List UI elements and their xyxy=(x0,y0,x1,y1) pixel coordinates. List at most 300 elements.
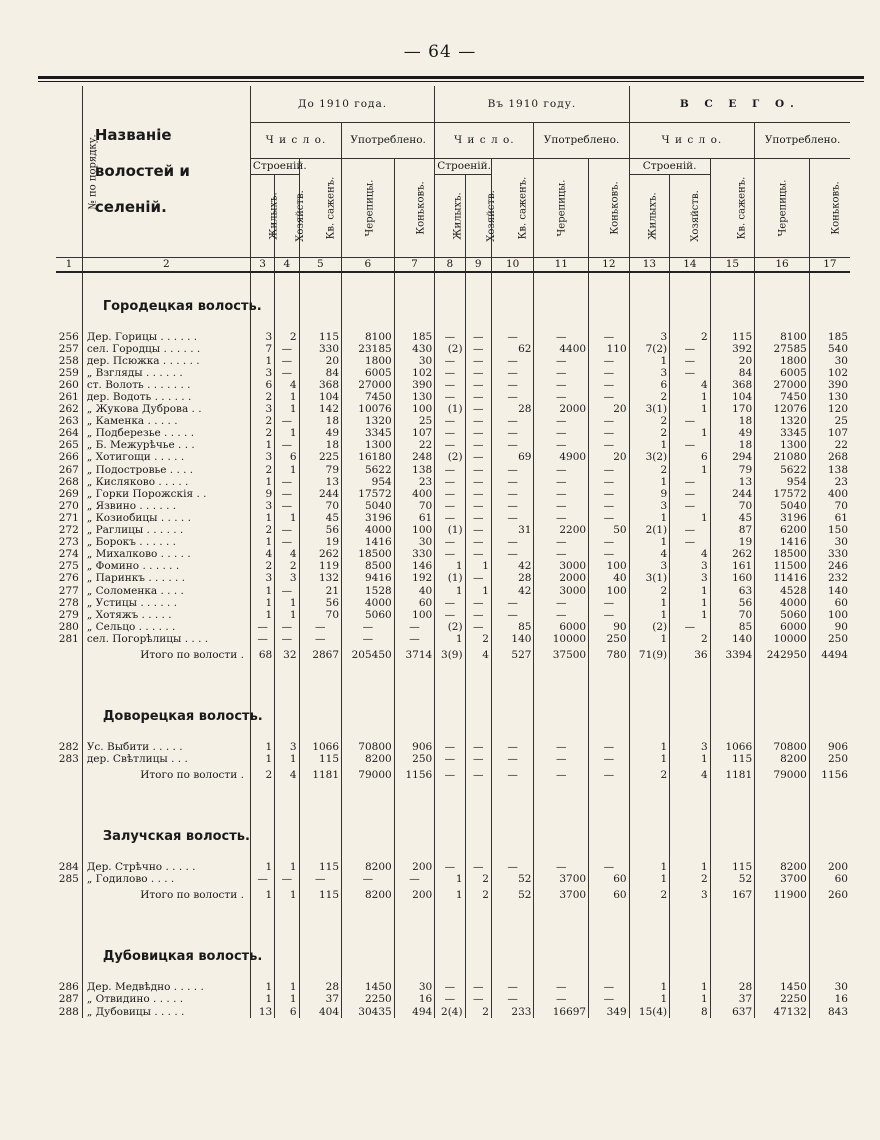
cell-value: 22 xyxy=(809,439,850,451)
table-row xyxy=(56,1006,850,1018)
cell-value: — xyxy=(275,524,299,536)
section-heading-row xyxy=(56,941,850,963)
column-number: 14 xyxy=(670,257,711,272)
cell-value: 10076 xyxy=(342,403,395,415)
cell-value: 1 xyxy=(250,355,274,367)
table-row xyxy=(56,584,850,596)
cell-value: 170 xyxy=(710,403,755,415)
cell-value: 1 xyxy=(275,512,299,524)
cell-value: 8100 xyxy=(755,331,810,343)
cell-value: 115 xyxy=(710,861,755,873)
table-row xyxy=(56,415,850,427)
cell-value: 4400 xyxy=(534,343,589,355)
cell-value: — xyxy=(589,597,630,609)
cell-value: 2 xyxy=(629,415,670,427)
cell-value: 242950 xyxy=(755,645,810,665)
cell-value: 13 xyxy=(250,1006,274,1018)
cell-value: 1 xyxy=(670,391,711,403)
cell-value: — xyxy=(534,993,589,1005)
cell-value: 85 xyxy=(710,621,755,633)
cell-value: 119 xyxy=(299,560,342,572)
cell-value: — xyxy=(670,343,711,355)
cell-value: 1 xyxy=(670,512,711,524)
cell-value: — xyxy=(435,753,465,765)
cell-value: 115 xyxy=(299,753,342,765)
header-cherepitsy-b: Черепицы. xyxy=(534,158,589,257)
spacer-row xyxy=(56,272,850,291)
cell-value: 30 xyxy=(809,536,850,548)
cell-value: 7450 xyxy=(755,391,810,403)
cell-value: 60 xyxy=(394,597,435,609)
cell-value: 10000 xyxy=(755,633,810,645)
cell-value: 3 xyxy=(629,367,670,379)
cell-value: 1 xyxy=(670,981,711,993)
cell-value: — xyxy=(465,524,491,536)
cell-value: 13 xyxy=(299,476,342,488)
cell-value: 1 xyxy=(275,609,299,621)
cell-value: 25 xyxy=(809,415,850,427)
cell-value: 132 xyxy=(299,572,342,584)
cell-value: 1 xyxy=(250,536,274,548)
cell-value: — xyxy=(534,439,589,451)
cell-value: — xyxy=(491,500,534,512)
cell-value: 90 xyxy=(809,621,850,633)
cell-value: — xyxy=(491,379,534,391)
row-name: „ Козиобицы . . . . . xyxy=(82,512,250,524)
cell-value: 3714 xyxy=(394,645,435,665)
table-row xyxy=(56,464,850,476)
cell-value: — xyxy=(589,488,630,500)
header-chislo-c: Ч и с л о. xyxy=(629,122,755,158)
cell-value: 954 xyxy=(755,476,810,488)
cell-value: 2 xyxy=(465,885,491,905)
cell-value: — xyxy=(491,439,534,451)
section-title: Доворецкая волость. xyxy=(82,701,250,723)
cell-value: 1 xyxy=(629,355,670,367)
cell-value: — xyxy=(491,464,534,476)
cell-value: — xyxy=(275,536,299,548)
cell-value: 330 xyxy=(299,343,342,355)
row-name: Дер. Стрѣчно . . . . . xyxy=(82,861,250,873)
cell-value: — xyxy=(534,379,589,391)
cell-value: — xyxy=(491,753,534,765)
cell-value: — xyxy=(589,512,630,524)
row-number: 267 xyxy=(58,463,79,476)
cell-value: 368 xyxy=(710,379,755,391)
cell-value: — xyxy=(465,861,491,873)
cell-value: 52 xyxy=(491,873,534,885)
cell-value: — xyxy=(435,993,465,1005)
cell-value: 120 xyxy=(809,403,850,415)
cell-value: 167 xyxy=(710,885,755,905)
cell-value: — xyxy=(435,512,465,524)
cell-value: 30 xyxy=(394,536,435,548)
cell-value: 2 xyxy=(629,391,670,403)
cell-value: 85 xyxy=(491,621,534,633)
cell-value: 294 xyxy=(710,451,755,463)
cell-value: 1 xyxy=(670,597,711,609)
table-row xyxy=(56,609,850,621)
cell-value: 4 xyxy=(670,379,711,391)
cell-value: 200 xyxy=(394,861,435,873)
cell-value: 115 xyxy=(710,753,755,765)
cell-value: 4000 xyxy=(342,597,395,609)
cell-value: 540 xyxy=(809,343,850,355)
cell-value: 1 xyxy=(629,873,670,885)
row-name: „ Горки Порожскія . . xyxy=(82,488,250,500)
cell-value: 2 xyxy=(250,765,274,785)
cell-value: 2 xyxy=(629,427,670,439)
cell-value: — xyxy=(435,379,465,391)
header-konkov-c: Коньковъ. xyxy=(809,158,850,257)
cell-value: 390 xyxy=(394,379,435,391)
spacer-row xyxy=(56,723,850,741)
cell-value: — xyxy=(465,512,491,524)
cell-value: 60 xyxy=(809,873,850,885)
cell-value: — xyxy=(250,633,274,645)
cell-value: 390 xyxy=(809,379,850,391)
cell-value: 70800 xyxy=(342,741,395,753)
table-row xyxy=(56,753,850,765)
cell-value: 1 xyxy=(670,464,711,476)
cell-value: 23 xyxy=(809,476,850,488)
cell-value: 2200 xyxy=(534,524,589,536)
cell-value: 2 xyxy=(670,633,711,645)
cell-value: 20 xyxy=(299,355,342,367)
cell-value: — xyxy=(275,633,299,645)
top-rule-thin xyxy=(38,81,864,82)
cell-value: 60 xyxy=(589,873,630,885)
cell-value: — xyxy=(435,765,465,785)
column-number-row xyxy=(56,257,850,272)
cell-value: 4 xyxy=(629,548,670,560)
cell-value: 250 xyxy=(809,753,850,765)
cell-value: 1 xyxy=(275,993,299,1005)
cell-value: 4528 xyxy=(755,584,810,596)
cell-value: 102 xyxy=(809,367,850,379)
row-name: „ Подостровье . . . . xyxy=(82,464,250,476)
cell-value: 37500 xyxy=(534,645,589,665)
header-konkov-a: Коньковъ. xyxy=(394,158,435,257)
cell-value: 1300 xyxy=(755,439,810,451)
cell-value: 3 xyxy=(629,560,670,572)
row-number: 275 xyxy=(58,560,79,573)
cell-value: 330 xyxy=(809,548,850,560)
cell-value: 3196 xyxy=(755,512,810,524)
cell-value: 2 xyxy=(250,560,274,572)
cell-value: — xyxy=(275,343,299,355)
cell-value: 45 xyxy=(299,512,342,524)
spacer-row xyxy=(56,803,850,821)
cell-value: 3(2) xyxy=(629,451,670,463)
cell-value: 138 xyxy=(394,464,435,476)
cell-value: — xyxy=(670,621,711,633)
cell-value: 400 xyxy=(809,488,850,500)
cell-value: 146 xyxy=(394,560,435,572)
cell-value: 262 xyxy=(710,548,755,560)
spacer-row xyxy=(56,785,850,803)
cell-value: 28 xyxy=(299,981,342,993)
header-zhilykh-a: Жилыхъ. xyxy=(250,174,274,257)
table-row xyxy=(56,403,850,415)
cell-value: — xyxy=(670,476,711,488)
cell-value: 4 xyxy=(465,645,491,665)
row-number: 284 xyxy=(58,861,79,874)
header-kv-a: Кв. саженъ. xyxy=(299,158,342,257)
section-heading-row xyxy=(56,821,850,843)
total-row xyxy=(56,645,850,665)
cell-value: 1 xyxy=(629,633,670,645)
table-row xyxy=(56,343,850,355)
cell-value: 185 xyxy=(809,331,850,343)
cell-value: 1 xyxy=(435,584,465,596)
cell-value: 1 xyxy=(629,597,670,609)
cell-value: 1320 xyxy=(342,415,395,427)
cell-value: — xyxy=(435,861,465,873)
table-row xyxy=(56,500,850,512)
cell-value: 20 xyxy=(589,451,630,463)
cell-value: 205450 xyxy=(342,645,395,665)
cell-value: 79000 xyxy=(755,765,810,785)
cell-value: 12076 xyxy=(755,403,810,415)
cell-value: 3700 xyxy=(755,873,810,885)
cell-value: 56 xyxy=(299,524,342,536)
table-row xyxy=(56,451,850,463)
row-name: „ Каменка . . . . . xyxy=(82,415,250,427)
cell-value: 1320 xyxy=(755,415,810,427)
cell-value: 1 xyxy=(629,536,670,548)
cell-value: — xyxy=(589,476,630,488)
cell-value: 244 xyxy=(299,488,342,500)
cell-value: 18500 xyxy=(342,548,395,560)
cell-value: — xyxy=(435,741,465,753)
cell-value: — xyxy=(534,476,589,488)
header-upotrebleno-c: Употреблено. xyxy=(755,122,850,158)
cell-value: 52 xyxy=(710,873,755,885)
cell-value: 6200 xyxy=(755,524,810,536)
column-number: 6 xyxy=(342,257,395,272)
row-number: 281 xyxy=(58,632,79,645)
cell-value: 1156 xyxy=(809,765,850,785)
cell-value: 20 xyxy=(710,355,755,367)
cell-value: 16697 xyxy=(534,1006,589,1018)
cell-value: 4 xyxy=(275,379,299,391)
cell-value: 6000 xyxy=(534,621,589,633)
cell-value: (2) xyxy=(435,451,465,463)
row-number: 283 xyxy=(58,753,79,766)
cell-value: — xyxy=(534,391,589,403)
cell-value: 3 xyxy=(670,560,711,572)
cell-value: 100 xyxy=(394,524,435,536)
row-number: 285 xyxy=(58,873,79,886)
row-number: 271 xyxy=(58,511,79,524)
row-name: „ Паринкъ . . . . . . xyxy=(82,572,250,584)
cell-value: — xyxy=(589,993,630,1005)
cell-value: 1 xyxy=(670,584,711,596)
cell-value: 16180 xyxy=(342,451,395,463)
cell-value: 79 xyxy=(299,464,342,476)
row-name: „ Михалково . . . . . xyxy=(82,548,250,560)
cell-value: — xyxy=(342,873,395,885)
cell-value: — xyxy=(670,355,711,367)
header-cherepitsy-a: Черепицы. xyxy=(342,158,395,257)
row-name: „ Жукова Дуброва . . xyxy=(82,403,250,415)
cell-value: — xyxy=(491,609,534,621)
cell-value: — xyxy=(465,355,491,367)
cell-value: 138 xyxy=(809,464,850,476)
cell-value: 140 xyxy=(491,633,534,645)
cell-value: 430 xyxy=(394,343,435,355)
cell-value: 68 xyxy=(250,645,274,665)
cell-value: 1 xyxy=(670,609,711,621)
cell-value: — xyxy=(589,500,630,512)
column-number: 3 xyxy=(250,257,274,272)
cell-value: (2) xyxy=(629,621,670,633)
row-name: „ Соломенка . . . . xyxy=(82,584,250,596)
cell-value: 61 xyxy=(394,512,435,524)
cell-value: 5060 xyxy=(342,609,395,621)
cell-value: — xyxy=(435,464,465,476)
table-row xyxy=(56,597,850,609)
table-row xyxy=(56,524,850,536)
cell-value: — xyxy=(275,415,299,427)
cell-value: 15(4) xyxy=(629,1006,670,1018)
row-name: „ Язвино . . . . . . xyxy=(82,500,250,512)
spacer-row xyxy=(56,963,850,981)
cell-value: 79000 xyxy=(342,765,395,785)
cell-value: 1 xyxy=(435,873,465,885)
cell-value: 16 xyxy=(809,993,850,1005)
cell-value: 250 xyxy=(809,633,850,645)
table-row xyxy=(56,439,850,451)
cell-value: 1 xyxy=(629,439,670,451)
section-title: Дубовицкая волость. xyxy=(82,941,250,963)
cell-value: 20 xyxy=(589,403,630,415)
cell-value: 3700 xyxy=(534,873,589,885)
cell-value: 1416 xyxy=(342,536,395,548)
cell-value: 1 xyxy=(629,476,670,488)
cell-value: — xyxy=(465,403,491,415)
cell-value: 4 xyxy=(670,548,711,560)
cell-value: — xyxy=(299,873,342,885)
cell-value: 90 xyxy=(589,621,630,633)
cell-value: — xyxy=(299,621,342,633)
cell-value: 1 xyxy=(250,476,274,488)
cell-value: — xyxy=(275,367,299,379)
cell-value: 2 xyxy=(465,633,491,645)
header-upotrebleno-b: Употреблено. xyxy=(534,122,629,158)
cell-value: 45 xyxy=(710,512,755,524)
cell-value: 30 xyxy=(809,355,850,367)
cell-value: 1 xyxy=(629,753,670,765)
cell-value: 1 xyxy=(435,885,465,905)
section-title: Городецкая волость. xyxy=(82,291,250,313)
cell-value: (1) xyxy=(435,403,465,415)
cell-value: — xyxy=(275,500,299,512)
cell-value: 6 xyxy=(629,379,670,391)
row-name: Дер. Медвѣдно . . . . . xyxy=(82,981,250,993)
cell-value: 1 xyxy=(250,609,274,621)
row-name: „ Дубовицы . . . . . xyxy=(82,1006,250,1018)
cell-value: 200 xyxy=(394,885,435,905)
row-name: „ Б. Межурѣчье . . . xyxy=(82,439,250,451)
row-number: 270 xyxy=(58,499,79,512)
cell-value: — xyxy=(534,609,589,621)
cell-value: 2 xyxy=(629,885,670,905)
total-row xyxy=(56,765,850,785)
cell-value: — xyxy=(435,391,465,403)
cell-value: — xyxy=(534,464,589,476)
cell-value: 100 xyxy=(394,609,435,621)
cell-value: 107 xyxy=(394,427,435,439)
header-stroeniy-c: Строеній. xyxy=(629,158,710,174)
section-heading-row xyxy=(56,291,850,313)
section-title: Залучская волость. xyxy=(82,821,250,843)
cell-value: 3000 xyxy=(534,560,589,572)
cell-value: 140 xyxy=(710,633,755,645)
cell-value: 11416 xyxy=(755,572,810,584)
cell-value: 50 xyxy=(589,524,630,536)
cell-value: 1 xyxy=(250,861,274,873)
cell-value: — xyxy=(435,500,465,512)
cell-value: — xyxy=(589,861,630,873)
cell-value: — xyxy=(435,427,465,439)
header-chislo-b: Ч и с л о. xyxy=(435,122,534,158)
row-number: 260 xyxy=(58,378,79,391)
cell-value: 8200 xyxy=(755,861,810,873)
cell-value: (2) xyxy=(435,621,465,633)
row-number: 280 xyxy=(58,620,79,633)
cell-value: 6005 xyxy=(342,367,395,379)
spacer-row xyxy=(56,665,850,683)
cell-value: 2867 xyxy=(299,645,342,665)
cell-value: 10000 xyxy=(534,633,589,645)
table-row xyxy=(56,572,850,584)
cell-value: 42 xyxy=(491,560,534,572)
cell-value: 2 xyxy=(250,464,274,476)
cell-value: — xyxy=(435,439,465,451)
cell-value: 400 xyxy=(394,488,435,500)
cell-value: 225 xyxy=(299,451,342,463)
cell-value: 9416 xyxy=(342,572,395,584)
cell-value: 6 xyxy=(670,451,711,463)
row-number: 259 xyxy=(58,366,79,379)
row-name: „ Устицы . . . . . . xyxy=(82,597,250,609)
row-number: 268 xyxy=(58,475,79,488)
cell-value: 404 xyxy=(299,1006,342,1018)
cell-value: 60 xyxy=(589,885,630,905)
cell-value: 2000 xyxy=(534,572,589,584)
cell-value: 1 xyxy=(250,439,274,451)
row-number: 266 xyxy=(58,451,79,464)
cell-value: 115 xyxy=(299,885,342,905)
cell-value: 100 xyxy=(589,560,630,572)
cell-value: 7450 xyxy=(342,391,395,403)
cell-value: 8200 xyxy=(342,753,395,765)
cell-value: 200 xyxy=(809,861,850,873)
cell-value: — xyxy=(491,415,534,427)
cell-value: — xyxy=(589,741,630,753)
row-name: „ Сельцо . . . . . . xyxy=(82,621,250,633)
cell-value: — xyxy=(465,343,491,355)
statistics-table xyxy=(56,86,850,1018)
cell-value: — xyxy=(491,367,534,379)
row-name: „ Хотигощи . . . . . xyxy=(82,451,250,463)
cell-value: 233 xyxy=(491,1006,534,1018)
cell-value: — xyxy=(589,753,630,765)
row-number: 262 xyxy=(58,403,79,416)
cell-value: — xyxy=(465,753,491,765)
